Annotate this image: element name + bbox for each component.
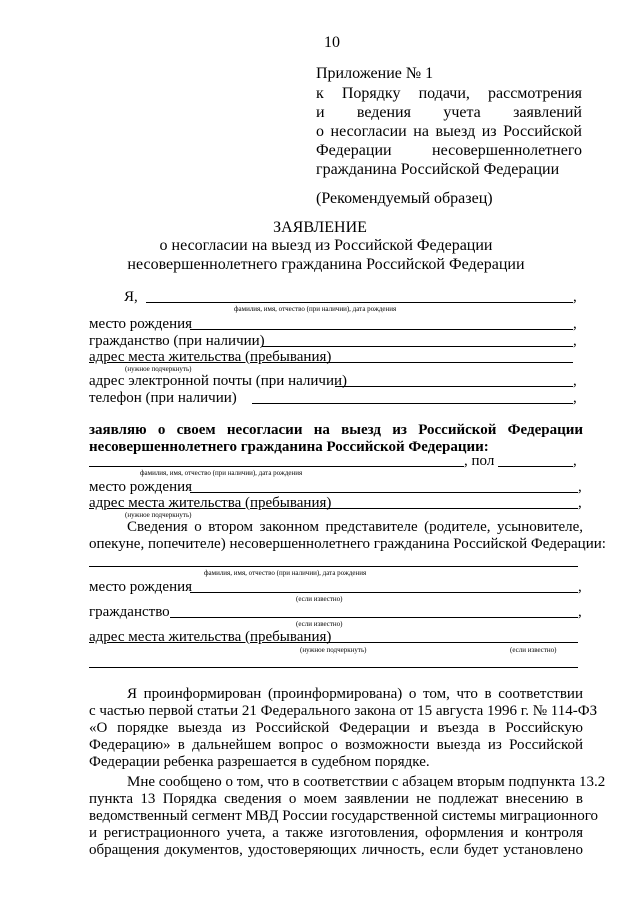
second-rep-citizenship-field[interactable] <box>170 617 578 618</box>
applicant-birthplace-field[interactable] <box>190 329 573 330</box>
paragraph-line: Мне сообщено о том, что в соответствии с абзацем вторым подпункта 13.2 <box>127 774 606 790</box>
document-subtitle: о несогласии на выезд из Российской Федерации <box>159 237 493 254</box>
second-rep-if-known: (если известно) <box>296 595 343 603</box>
second-rep-underline-hint: (нужное подчеркнуть) <box>300 646 367 654</box>
appendix-title: Приложение № 1 <box>316 65 434 82</box>
applicant-email-label: адрес электронной почты (при наличии) <box>89 373 347 389</box>
address-underlined-text: адрес места жительства (пребывания) <box>89 629 332 645</box>
page-number: 10 <box>324 34 340 51</box>
applicant-phone-label: телефон (при наличии) <box>89 390 237 406</box>
applicant-address-label <box>89 349 331 366</box>
second-rep-address-field-2[interactable] <box>89 667 578 668</box>
second-rep-intro: опекуне, попечителе) несовершеннолетнего гражданина Российской Федерации: <box>89 536 606 552</box>
paragraph-line: и регистрационного учета, а также изготовления, оформления и контроля <box>89 825 583 841</box>
second-rep-intro: Сведения о втором законном представителе (родителе, усыновителе, <box>127 519 583 535</box>
second-rep-if-known: (если известно) <box>510 646 557 654</box>
minor-address-label <box>89 495 331 512</box>
applicant-address-field[interactable] <box>321 362 573 363</box>
applicant-phone-field[interactable] <box>252 403 573 404</box>
applicant-email-field[interactable] <box>335 386 573 387</box>
second-rep-birthplace-label: место рождения <box>89 579 193 595</box>
declaration-line: заявляю о своем несогласии на выезд из Российской Федерации <box>89 422 583 438</box>
second-rep-address-label <box>89 629 331 646</box>
address-underlined-text: адрес места жительства (пребывания) <box>89 349 332 365</box>
minor-underline-hint: (нужное подчеркнуть) <box>125 511 192 519</box>
paragraph-line: ведомственный сегмент МВД России государственной системы миграционного <box>89 808 598 824</box>
minor-name-hint: фамилия, имя, отчество (при наличии), дата рождения <box>140 469 303 477</box>
declaration-line: несовершеннолетнего гражданина Российской Федерации: <box>89 439 489 455</box>
applicant-i-label: Я, <box>124 289 138 305</box>
second-rep-citizenship-label: гражданство <box>89 604 170 620</box>
applicant-citizenship-field[interactable] <box>262 346 573 347</box>
paragraph-line: Я проинформирован (проинформирована) о том, что в соответствии <box>127 686 583 702</box>
minor-address-field[interactable] <box>321 508 578 509</box>
second-rep-if-known: (если известно) <box>296 620 343 628</box>
paragraph-line: с частью первой статьи 21 Федерального закона от 15 августа 1996 г. № 114-ФЗ <box>89 703 598 719</box>
minor-birthplace-field[interactable] <box>190 492 578 493</box>
appendix-line: о несогласии на выезд из Российской <box>316 123 582 140</box>
address-underlined-text: адрес места жительства (пребывания) <box>89 495 332 511</box>
appendix-line: к Порядку подачи, рассмотрения <box>316 85 582 102</box>
appendix-line: и ведения учета заявлений <box>316 104 582 121</box>
paragraph-line: Федерации ребенка разрешается в судебном порядке. <box>89 754 430 770</box>
minor-gender-field[interactable] <box>498 466 573 467</box>
applicant-name-hint: фамилия, имя, отчество (при наличии), дата рождения <box>234 305 397 313</box>
paragraph-line: «О порядке выезда из Российской Федерации и въезда в Российскую <box>89 720 583 736</box>
second-rep-name-hint: фамилия, имя, отчество (при наличии), дата рождения <box>204 569 367 577</box>
document-subtitle: несовершеннолетнего гражданина Российской Федерации <box>127 256 525 273</box>
sample-note: (Рекомендуемый образец) <box>316 190 493 207</box>
minor-birthplace-label: место рождения <box>89 479 193 495</box>
applicant-name-field[interactable] <box>146 302 573 303</box>
second-rep-address-field[interactable] <box>321 642 578 643</box>
second-rep-birthplace-field[interactable] <box>190 592 578 593</box>
applicant-birthplace-label: место рождения <box>89 316 193 332</box>
minor-gender-label: , пол <box>464 453 495 469</box>
applicant-citizenship-label: гражданство (при наличии) <box>89 333 265 349</box>
appendix-line: Федерации несовершеннолетнего <box>316 142 582 159</box>
appendix-line: гражданина Российской Федерации <box>316 161 560 178</box>
second-rep-name-field[interactable] <box>89 566 578 567</box>
paragraph-line: обращения документов, удостоверяющих личность, если будет установлено <box>89 842 583 858</box>
paragraph-line: Федерацию» в дальнейшем вопрос о возможности выезда из Российской <box>89 737 583 753</box>
document-title: ЗАЯВЛЕНИЕ <box>273 219 367 236</box>
applicant-underline-hint: (нужное подчеркнуть) <box>125 365 192 373</box>
paragraph-line: пункта 13 Порядка сведения о моем заявлении не подлежат внесению в <box>89 791 583 807</box>
minor-name-field[interactable] <box>89 466 464 467</box>
